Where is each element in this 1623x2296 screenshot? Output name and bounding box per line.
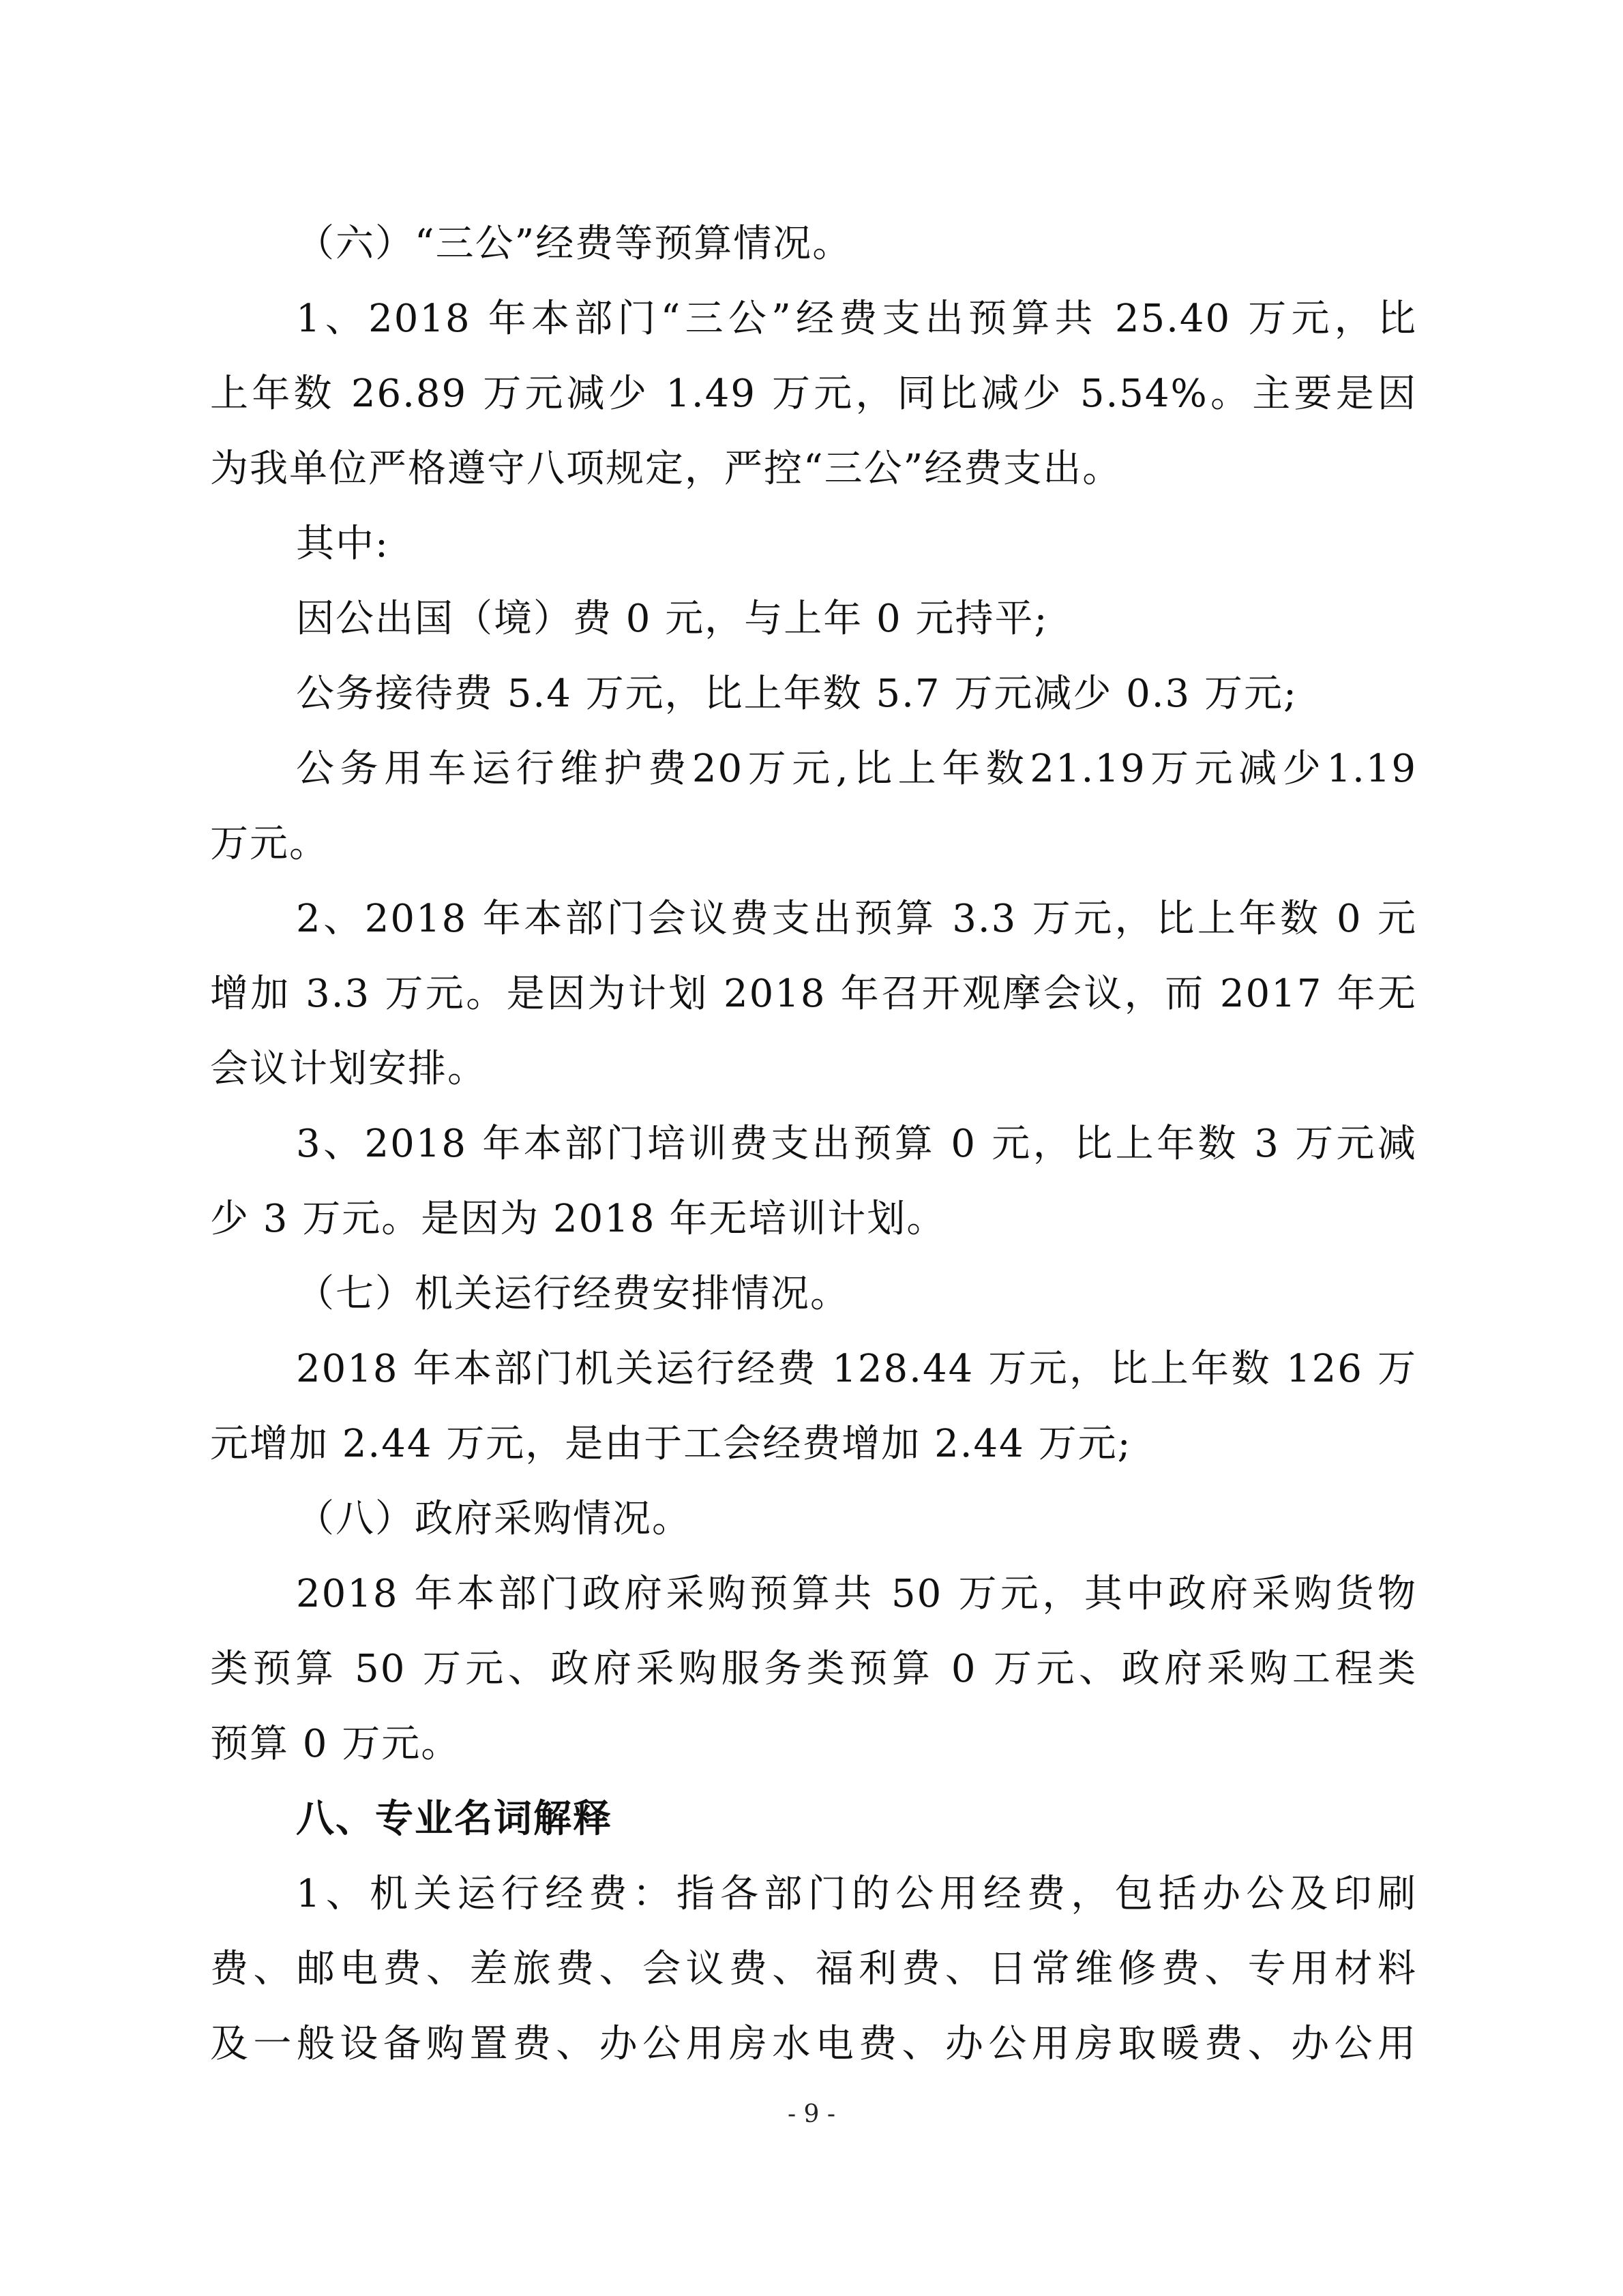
paragraph-line: 为我单位严格遵守八项规定，严控“三公”经费支出。 bbox=[210, 447, 1122, 491]
section-heading-six: （六）“三公”经费等预算情况。 bbox=[296, 222, 852, 266]
paragraph-line: 1、2018 年本部门“三公”经费支出预算共 25.40 万元，比 bbox=[296, 297, 1417, 341]
page-number: - 9 - bbox=[787, 2100, 836, 2128]
paragraph-line: 及一般设备购置费、办公用房水电费、办公用房取暖费、办公用 bbox=[210, 2022, 1417, 2066]
section-heading-eight: （八）政府采购情况。 bbox=[296, 1497, 691, 1541]
chapter-heading: 八、专业名词解释 bbox=[296, 1797, 612, 1841]
section-heading-seven: （七）机关运行经费安排情况。 bbox=[296, 1272, 850, 1316]
paragraph-line: 费、邮电费、差旅费、会议费、福利费、日常维修费、专用材料 bbox=[210, 1947, 1417, 1991]
paragraph-line: 2018 年本部门政府采购预算共 50 万元，其中政府采购货物 bbox=[296, 1572, 1417, 1616]
paragraph-line: 增加 3.3 万元。是因为计划 2018 年召开观摩会议，而 2017 年无 bbox=[210, 972, 1417, 1016]
paragraph-line: 预算 0 万元。 bbox=[210, 1722, 461, 1766]
paragraph-line: 1、机关运行经费：指各部门的公用经费，包括办公及印刷 bbox=[296, 1872, 1417, 1916]
paragraph-line: 万元。 bbox=[210, 822, 329, 866]
paragraph-line: 元增加 2.44 万元，是由于工会经费增加 2.44 万元; bbox=[210, 1422, 1132, 1466]
paragraph-line: 会议计划安排。 bbox=[210, 1047, 487, 1091]
paragraph-line: 因公出国（境）费 0 元，与上年 0 元持平; bbox=[296, 597, 1049, 641]
paragraph-line: 少 3 万元。是因为 2018 年无培训计划。 bbox=[210, 1197, 947, 1241]
paragraph-line: 上年数 26.89 万元减少 1.49 万元，同比减少 5.54%。主要是因 bbox=[210, 372, 1417, 416]
paragraph-line: 其中: bbox=[296, 522, 389, 566]
paragraph-line: 公务接待费 5.4 万元，比上年数 5.7 万元减少 0.3 万元; bbox=[296, 672, 1298, 716]
paragraph-line: 3、2018 年本部门培训费支出预算 0 元，比上年数 3 万元减 bbox=[296, 1122, 1417, 1166]
paragraph-line: 类预算 50 万元、政府采购服务类预算 0 万元、政府采购工程类 bbox=[210, 1647, 1417, 1691]
paragraph-line: 2、2018 年本部门会议费支出预算 3.3 万元，比上年数 0 元 bbox=[296, 897, 1417, 941]
paragraph-line: 公务用车运行维护费20万元,比上年数21.19万元减少1.19 bbox=[296, 747, 1417, 791]
paragraph-line: 2018 年本部门机关运行经费 128.44 万元，比上年数 126 万 bbox=[296, 1347, 1417, 1391]
